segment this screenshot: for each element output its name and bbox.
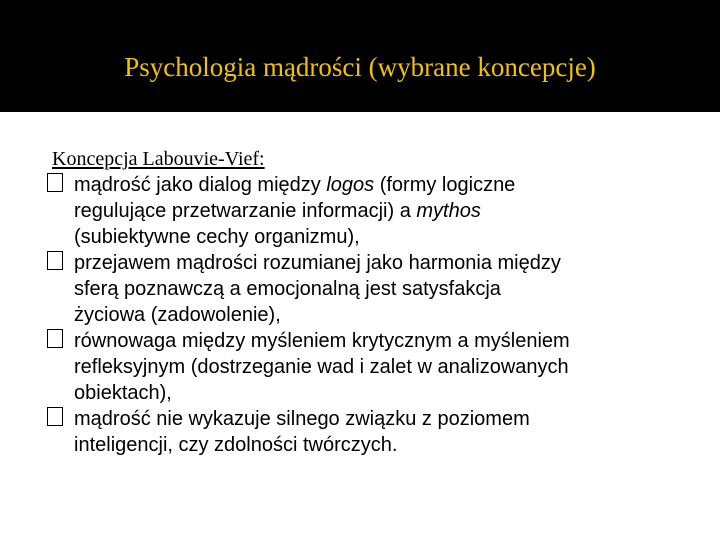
slide-title: Psychologia mądrości (wybrane koncepcje) [124, 52, 596, 82]
term-logos: logos [326, 174, 375, 196]
item-line: mądrość jako dialog między logos (formy logiczne [74, 174, 516, 196]
slide-content [52, 146, 692, 458]
list-item [52, 172, 692, 250]
item-line: sferą poznawczą a emocjonalną jest satysfakcja [74, 278, 501, 300]
missing-glyph-box-icon [47, 329, 63, 348]
item-line: obiektach), [74, 382, 172, 404]
missing-glyph-box-icon [47, 251, 63, 270]
item-line: (subiektywne cechy organizmu), [74, 226, 360, 248]
item-line: refleksyjnym (dostrzeganie wad i zalet w analizowanych [74, 356, 569, 378]
list-item [52, 250, 692, 328]
item-line: regulujące przetwarzanie informacji) a mythos [74, 200, 481, 222]
item-line: przejawem mądrości rozumianej jako harmonia między [74, 252, 561, 274]
item-line: życiowa (zadowolenie), [74, 304, 281, 326]
missing-glyph-box-icon [47, 173, 63, 192]
list-item [52, 406, 692, 458]
missing-glyph-box-icon [47, 407, 63, 426]
item-line: mądrość nie wykazuje silnego związku z poziomem [74, 408, 530, 430]
concept-heading: Koncepcja Labouvie-Vief: [52, 148, 265, 170]
item-line: równowaga między myśleniem krytycznym a myśleniem [74, 330, 570, 352]
item-line: inteligencji, czy zdolności twórczych. [74, 434, 398, 456]
list-item [52, 328, 692, 406]
term-mythos: mythos [416, 200, 481, 222]
bullet-list [52, 172, 692, 458]
